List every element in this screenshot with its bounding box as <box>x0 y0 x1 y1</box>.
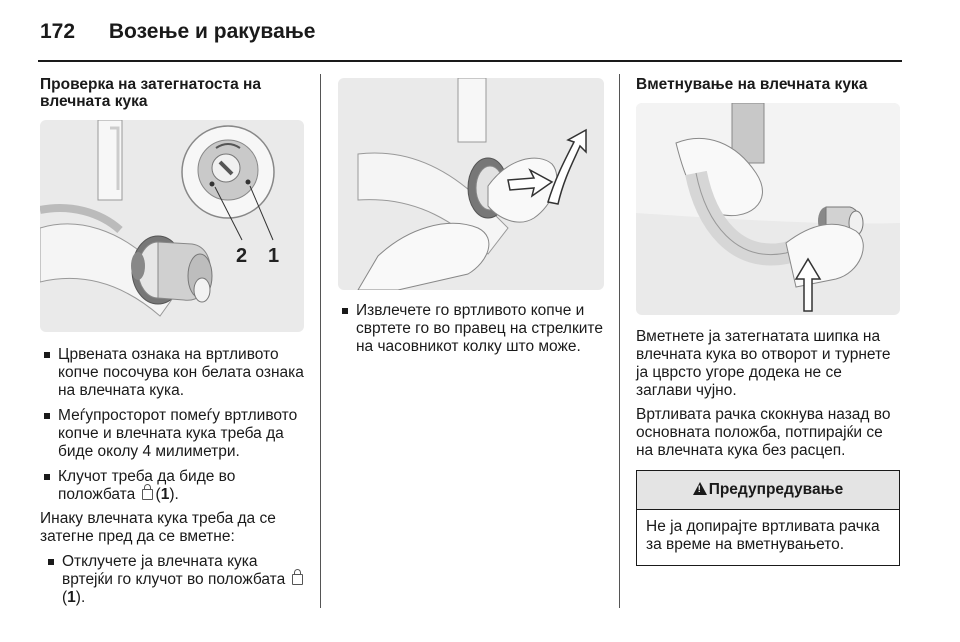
column-1 <box>40 76 308 614</box>
section-heading-check-tension: Проверка на затегнатоста на влечната кука <box>40 76 262 110</box>
sub-bullet-text: Отклучете ја влечната кука вртејќи го клучот во положбата <box>62 553 286 588</box>
bullet-red-mark: Црвената ознака на вртливото копче посочува кон белата ознака на влечната кука. <box>40 346 308 400</box>
figure-turn-knob <box>338 78 604 290</box>
page-header <box>40 20 315 44</box>
section-heading-insert: Вметнување на влечната кука <box>636 76 868 93</box>
bullet-key-text: Клучот треба да биде во положбата <box>58 468 236 503</box>
figure-label-1: 1 <box>268 245 280 267</box>
warning-triangle-icon: ! <box>693 482 707 495</box>
ref-1: 1 <box>67 589 76 606</box>
warning-title: Предупредување <box>708 481 844 498</box>
chapter-title: Возење и ракување <box>108 20 316 43</box>
lock-icon <box>292 574 303 585</box>
paragraph-handle: Вртливата рачка скокнува назад во основната положба, потпирајќи се на влечната кука без расцеп. <box>636 406 891 459</box>
figure-label-2: 2 <box>236 245 248 267</box>
paragraph-insert: Вметнете ја затегнатата шипка на влечната кука во отворот и турнете ја цврсто угоре додека не се заглави чујно. <box>636 328 891 399</box>
sub-bullet-unlock: Отклучете ја влечната кука вртејќи го клучот во положбата (1). <box>44 553 308 607</box>
figure-insert-towbar <box>636 103 900 315</box>
ref-1: 1 <box>160 486 170 503</box>
column-divider-1 <box>320 74 321 608</box>
page-number: 172 <box>40 20 76 43</box>
warning-body: Не ја допирајте вртливата рачка за време на вметнувањето. <box>646 518 880 553</box>
bullet-pull-knob: Извлечете го вртливото копче и свртете го во правец на стрелките на часовникот колку што може. <box>338 302 606 356</box>
bullet-gap: Меѓупросторот помеѓу вртливото копче и влечната кука треба да биде околу 4 милиметри. <box>40 407 308 461</box>
paragraph-otherwise: Инаку влечната кука треба да се затегне пред да се вметне: <box>40 510 276 545</box>
warning-header <box>637 471 899 510</box>
column-divider-2 <box>619 74 620 608</box>
warning-box <box>636 470 900 566</box>
header-rule <box>38 60 902 62</box>
column-3 <box>636 76 900 566</box>
column-2 <box>338 76 606 363</box>
lock-icon <box>142 489 153 500</box>
figure-towbar-knob <box>40 120 304 332</box>
bullet-key-position: Клучот треба да биде во положбата (1). <box>40 468 308 504</box>
